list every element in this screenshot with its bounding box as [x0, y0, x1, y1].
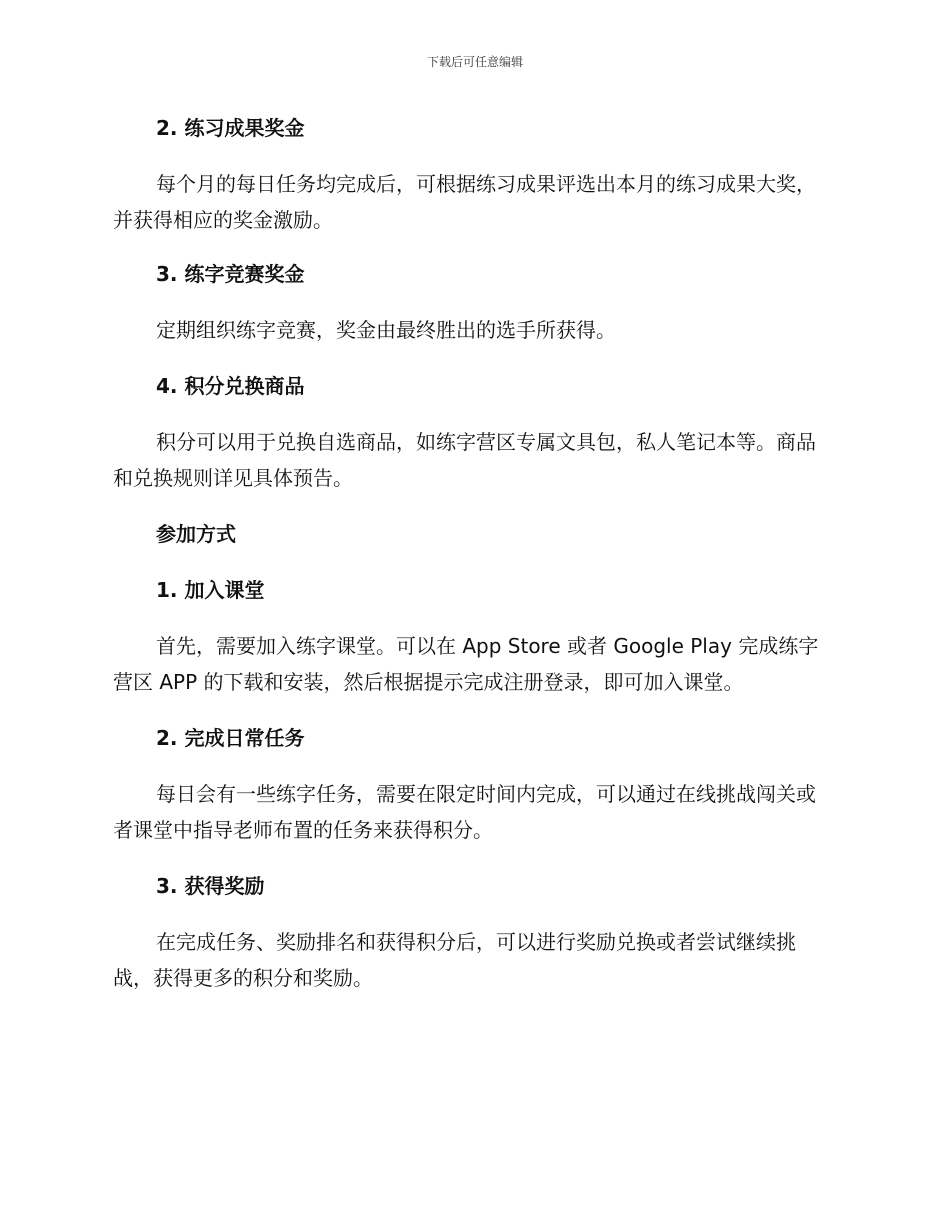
paragraph-join-class: 首先，需要加入练字课堂。可以在 App Store 或者 Google Play 完成练字营区 APP 的下载和安装，然后根据提示完成注册登录，即可加入课堂。	[113, 634, 819, 694]
heading-get-rewards: 3. 获得奖励	[156, 874, 265, 898]
document-body	[113, 110, 833, 996]
heading-join-class: 1. 加入课堂	[156, 578, 265, 602]
heading-competition-bonus: 3. 练字竞赛奖金	[156, 262, 305, 286]
paragraph-competition-bonus: 定期组织练字竞赛，奖金由最终胜出的选手所获得。	[156, 318, 616, 342]
paragraph-points-exchange: 积分可以用于兑换自选商品，如练字营区专属文具包，私人笔记本等。商品和兑换规则详见具体预告。	[113, 430, 816, 490]
heading-daily-tasks: 2. 完成日常任务	[156, 726, 305, 750]
heading-practice-bonus: 2. 练习成果奖金	[156, 116, 305, 140]
paragraph-practice-bonus: 每个月的每日任务均完成后，可根据练习成果评选出本月的练习成果大奖，并获得相应的奖金激励。	[113, 172, 816, 232]
page-header-note: 下载后可任意编辑	[426, 55, 523, 69]
paragraph-daily-tasks: 每日会有一些练字任务，需要在限定时间内完成，可以通过在线挑战闯关或者课堂中指导老师布置的任务来获得积分。	[113, 782, 816, 842]
heading-participation: 参加方式	[156, 522, 236, 546]
paragraph-get-rewards: 在完成任务、奖励排名和获得积分后，可以进行奖励兑换或者尝试继续挑战，获得更多的积分和奖励。	[113, 930, 796, 990]
heading-points-exchange: 4. 积分兑换商品	[156, 374, 305, 398]
